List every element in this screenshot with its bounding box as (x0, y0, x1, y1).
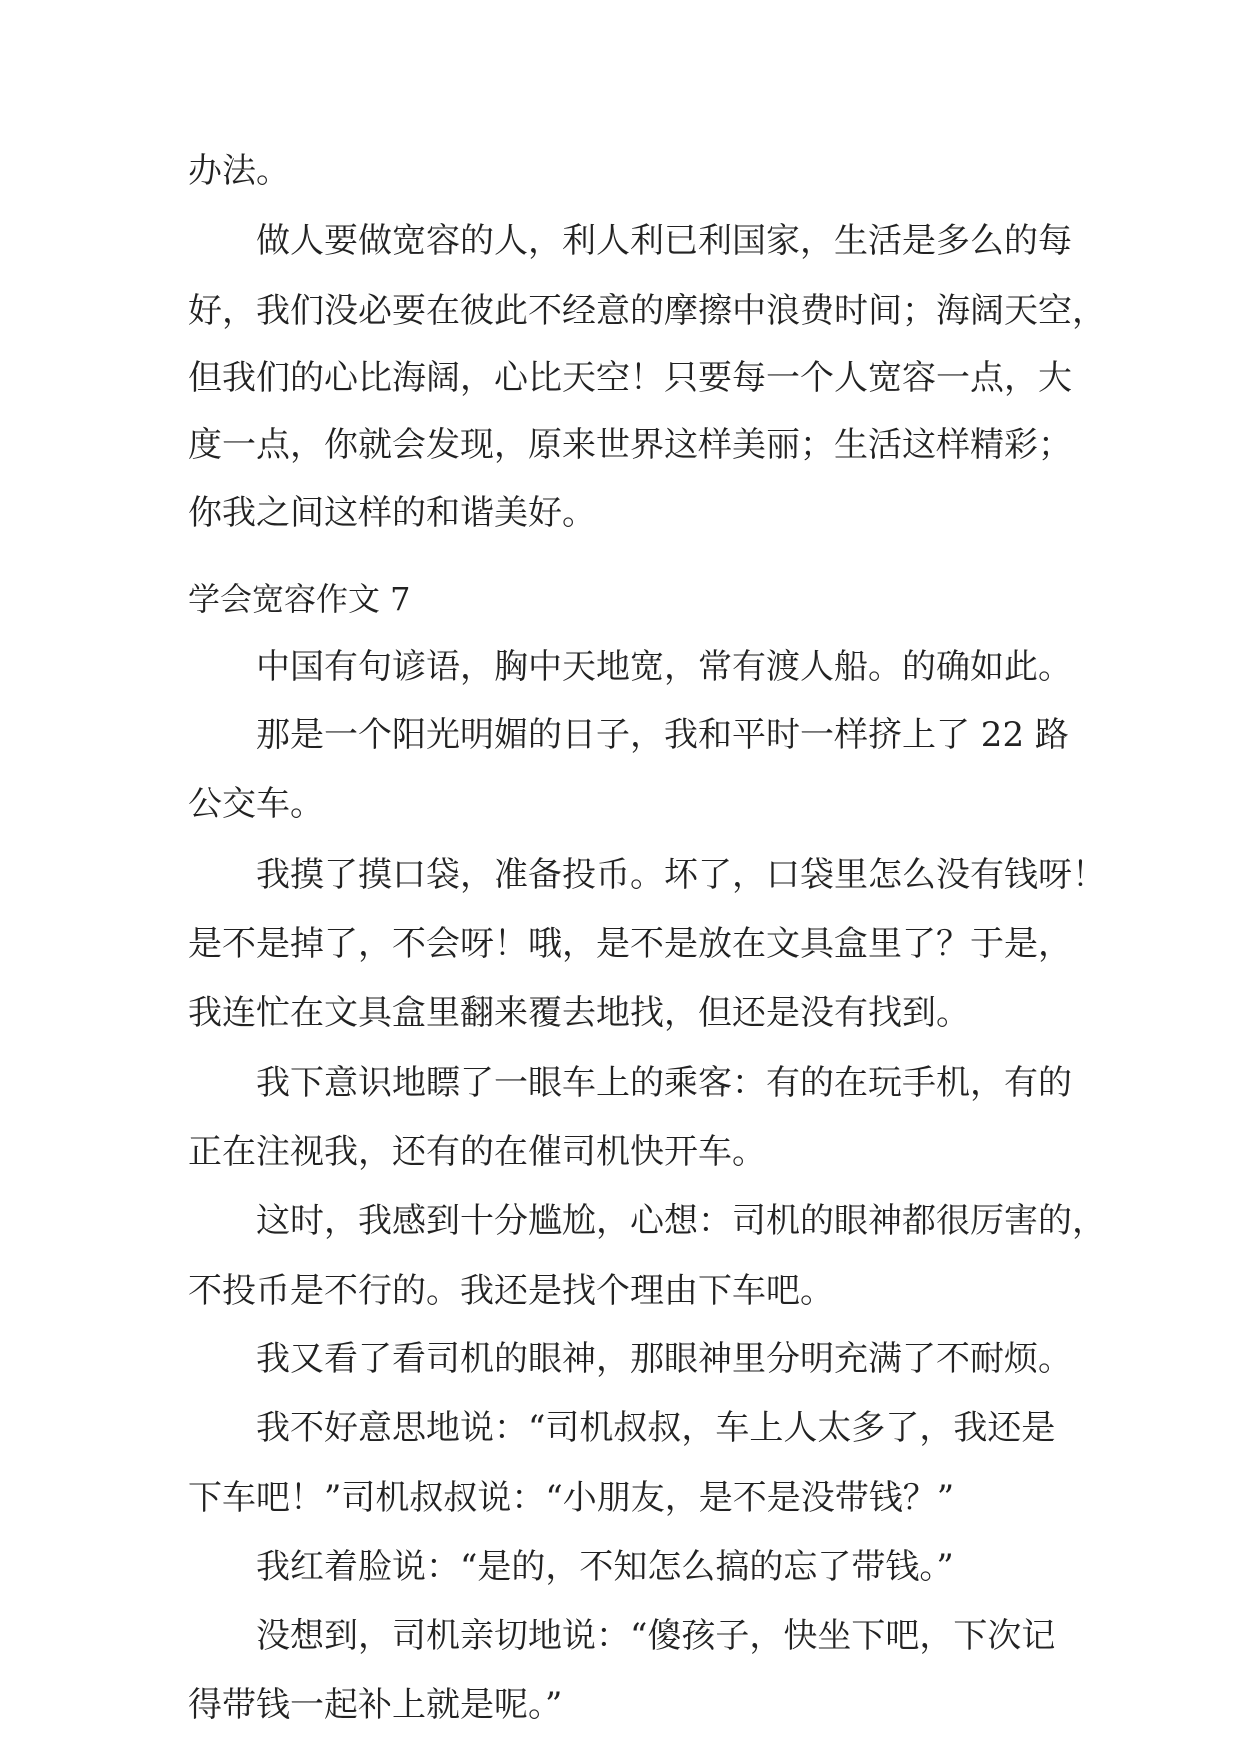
paragraph-first-line: 我摸了摸口袋，准备投币。坏了，口袋里怎么没有钱呀！ (256, 855, 1106, 895)
text-line: 你我之间这样的和谐美好。 (188, 493, 596, 533)
text-line: 但我们的心比海阔，心比天空！只要每一个人宽容一点，大 (188, 358, 1072, 398)
text-line: 下车吧！”司机叔叔说：“小朋友，是不是没带钱？” (188, 1478, 955, 1518)
text-line: 得带钱一起补上就是呢。” (188, 1685, 563, 1725)
paragraph-first-line: 我红着脸说：“是的，不知怎么搞的忘了带钱。” (256, 1547, 954, 1587)
text-line: 度一点，你就会发现，原来世界这样美丽；生活这样精彩； (188, 425, 1072, 465)
section-heading: 学会宽容作文 7 (188, 580, 411, 618)
paragraph-first-line: 中国有句谚语，胸中天地宽，常有渡人船。的确如此。 (256, 647, 1072, 687)
paragraph-first-line: 我又看了看司机的眼神，那眼神里分明充满了不耐烦。 (256, 1339, 1072, 1379)
paragraph-first-line: 做人要做宽容的人，利人利已利国家，生活是多么的每 (256, 221, 1072, 261)
text-line: 是不是掉了，不会呀！哦，是不是放在文具盒里了？于是， (188, 924, 1072, 964)
text-line: 正在注视我，还有的在催司机快开车。 (188, 1132, 766, 1172)
text-line: 办法。 (188, 151, 290, 191)
paragraph-first-line: 那是一个阳光明媚的日子，我和平时一样挤上了 22 路 (256, 715, 1069, 755)
text-line: 不投币是不行的。我还是找个理由下车吧。 (188, 1271, 834, 1311)
paragraph-first-line: 没想到，司机亲切地说：“傻孩子，快坐下吧，下次记 (256, 1616, 1056, 1656)
text-line: 好，我们没必要在彼此不经意的摩擦中浪费时间；海阔天空， (188, 291, 1106, 331)
paragraph-first-line: 这时，我感到十分尴尬，心想：司机的眼神都很厉害的， (256, 1201, 1106, 1241)
paragraph-first-line: 我下意识地瞟了一眼车上的乘客：有的在玩手机，有的 (256, 1063, 1072, 1103)
text-line: 我连忙在文具盒里翻来覆去地找，但还是没有找到。 (188, 993, 970, 1033)
paragraph-first-line: 我不好意思地说：“司机叔叔，车上人太多了，我还是 (256, 1408, 1056, 1448)
text-line: 公交车。 (188, 784, 324, 824)
